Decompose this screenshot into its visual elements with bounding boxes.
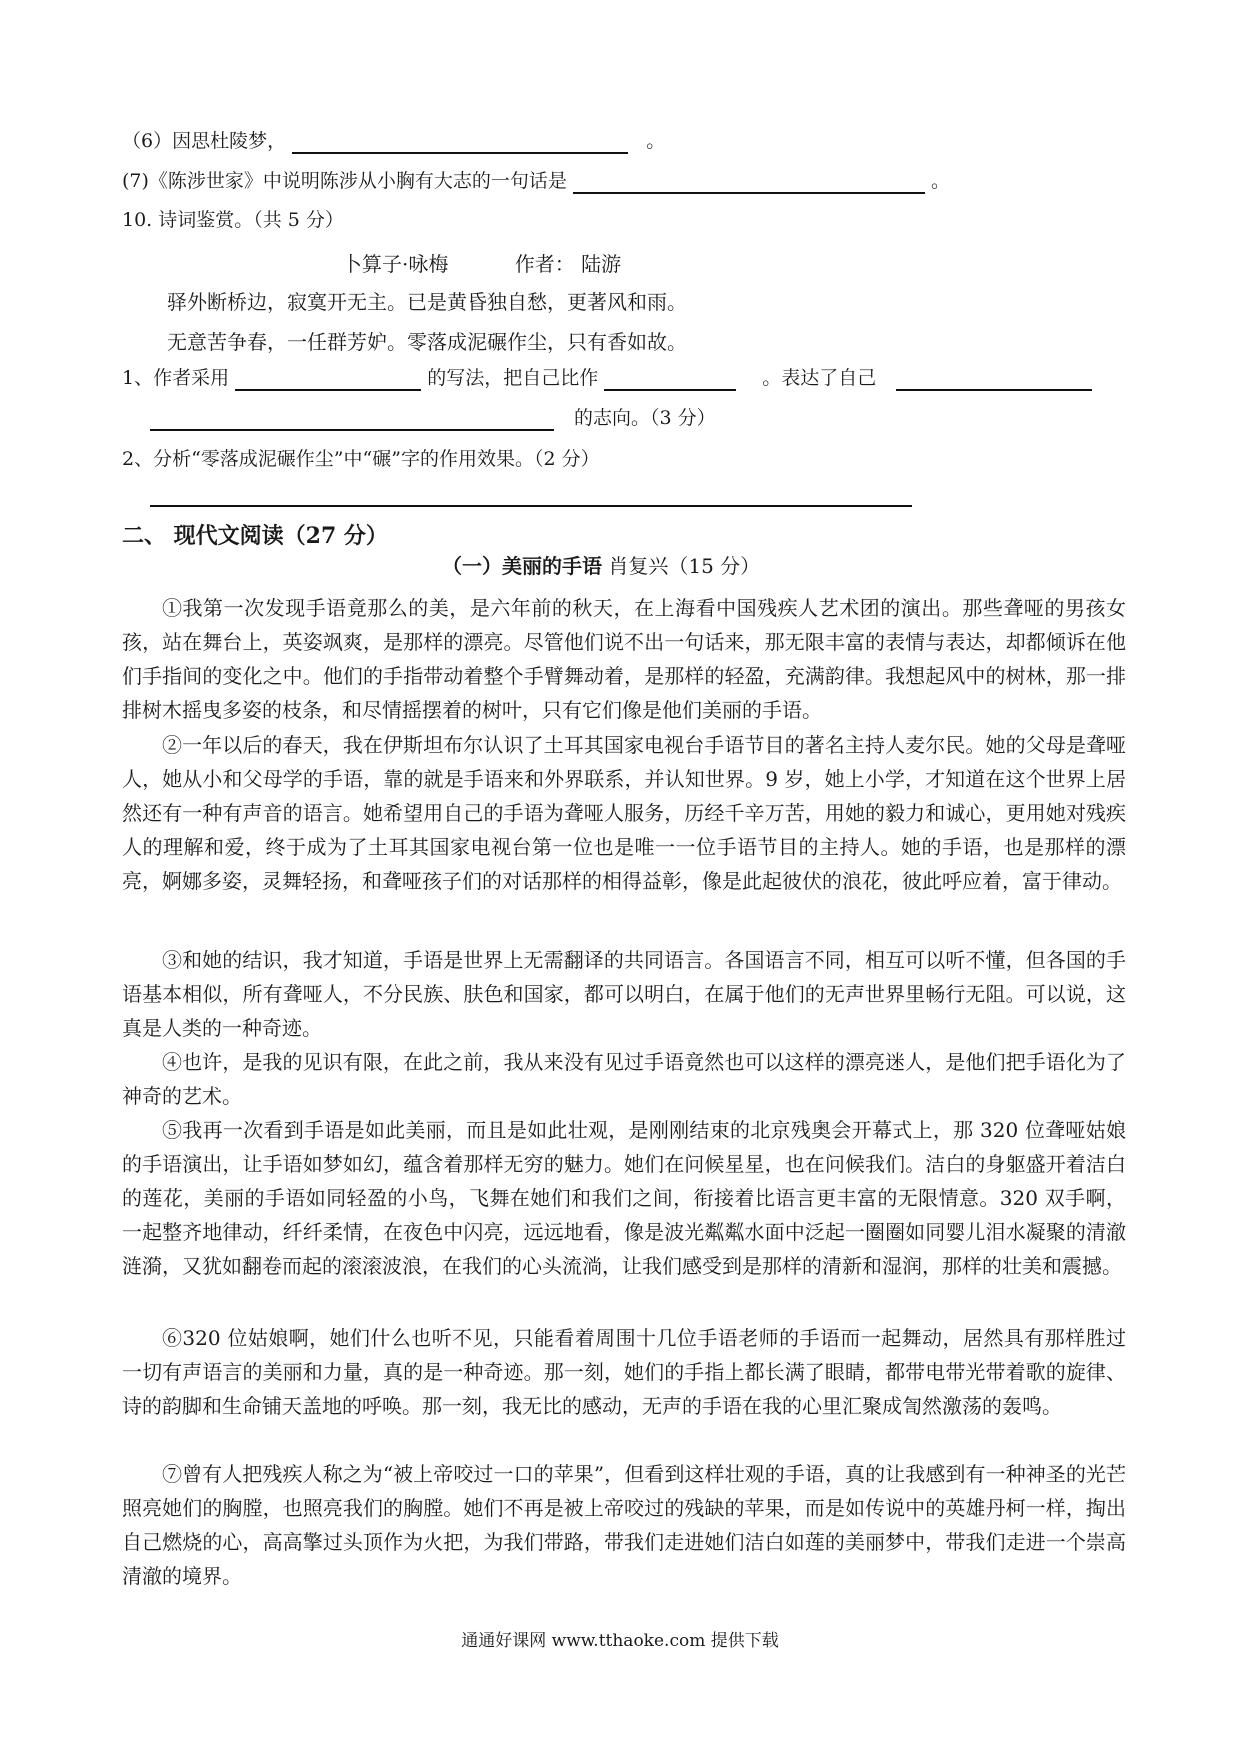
answer-blank-technique[interactable] [235, 369, 421, 391]
paragraph-2: ②一年以后的春天，我在伊斯坦布尔认识了土耳其国家电视台手语节目的著名主持人麦尔民。她的父母是聋哑人，她从小和父母学的手语，靠的就是手语来和外界联系，并认知世界。9 岁，她上小学，才知道在这个世界上居然还有一种有声音的语言。她希望用自己的手语为聋哑人服务，历经千辛万苦，用她的毅力和诚心，更用她对残疾人的理解和爱，终于成为了土耳其国家电视台第一位也是唯一一位手语节目的主持人。她的手语，也是那样的漂亮，婀娜多姿，灵舞轻扬，和聋哑孩子们的对话那样的相得益彰，像是此起彼伏的浪花，彼此呼应着，富于律动。 [122, 733, 1126, 893]
footer-credit: 通通好课网 www.tthaoke.com 提供下载 [461, 1631, 779, 1651]
question-6-suffix: 。 [646, 130, 666, 152]
q10-sub1 [122, 365, 1092, 391]
paragraph-5: ⑤我再一次看到手语是如此美丽，而且是如此壮观，是刚刚结束的北京残奥会开幕式上，那 320 位聋哑姑娘的手语演出，让手语如梦如幻，蕴含着那样无穷的魅力。她们在问候星星，也在问候我们。洁白的身躯盛开着洁白的莲花，美丽的手语如同轻盈的小鸟，飞舞在她们和我们之间，衔接着比语言更丰富的无限情意。320 双手啊，一起整齐地律动，纤纤柔情，在夜色中闪亮，远远地看，像是波光粼粼水面中泛起一圈圈如同婴儿泪水凝聚的清澈涟漪，又犹如翻卷而起的滚滚波浪，在我们的心头流淌，让我们感受到是那样的清新和湿润，那样的壮美和震撼。 [122, 1118, 1126, 1278]
poem-line-1: 驿外断桥边，寂寞开无主。已是黄昏独自愁，更著风和雨。 [167, 290, 687, 314]
poem-line-2: 无意苦争春，一任群芳妒。零落成泥碾作尘，只有香如故。 [167, 330, 687, 354]
answer-blank-compare[interactable] [604, 369, 736, 391]
q10-sub1-text-d: 的志向。（3 分） [574, 407, 716, 429]
question-6 [122, 128, 665, 154]
article-title: （一）美丽的手语 [442, 554, 602, 578]
section-title: 二、 现代文阅读（27 分） [122, 523, 388, 549]
paragraph-4: ④也许，是我的见识有限，在此之前，我从来没有见过手语竟然也可以这样的漂亮迷人，是他们把手语化为了神奇的艺术。 [122, 1050, 1126, 1108]
q10-sub1-text-c: 。表达了自己 [762, 367, 877, 389]
q10-sub1-cont [150, 405, 716, 431]
q10-sub2: 2、分析“零落成泥碾作尘”中“碾”字的作用效果。（2 分） [122, 448, 600, 470]
article-meta: 肖复兴（15 分） [602, 554, 761, 578]
paragraph-3: ③和她的结识，我才知道，手语是世界上无需翻译的共同语言。各国语言不同，相互可以听不懂，但各国的手语基本相似，所有聋哑人，不分民族、肤色和国家，都可以明白，在属于他们的无声世界里畅行无阻。可以说，这真是人类的一种奇迹。 [122, 948, 1126, 1040]
poem-title-row [342, 248, 621, 277]
paragraph-7: ⑦曾有人把残疾人称之为“被上帝咬过一口的苹果”，但看到这样壮观的手语，真的让我感到有一种神圣的光芒照亮她们的胸膛，也照亮我们的胸膛。她们不再是被上帝咬过的残缺的苹果，而是如传说中的英雄丹柯一样，掏出自己燃烧的心，高高擎过头顶作为火把，为我们带路，带我们走进她们洁白如莲的美丽梦中，带我们走进一个崇高清澈的境界。 [122, 1462, 1126, 1588]
answer-blank-7[interactable] [573, 172, 925, 194]
answer-blank-6[interactable] [292, 132, 628, 154]
poem-title: 卜算子·咏梅 [342, 252, 449, 276]
answer-blank-aspiration[interactable] [150, 409, 554, 431]
question-7 [122, 168, 950, 194]
answer-blank-express[interactable] [896, 369, 1092, 391]
paragraph-6: ⑥320 位姑娘啊，她们什么也听不见，只能看着周围十几位手语老师的手语而一起舞动，居然具有那样胜过一切有声语言的美丽和力量，真的是一种奇迹。那一刻，她们的手指上都长满了眼睛，都带电带光带着歌的旋律、诗的韵脚和生命铺天盖地的呼唤。那一刻，我无比的感动，无声的手语在我的心里汇聚成訇然激荡的轰鸣。 [122, 1326, 1126, 1418]
question-6-text: （6）因思杜陵梦， [122, 130, 287, 152]
question-7-text: (7)《陈涉世家》中说明陈涉从小胸有大志的一句话是 [122, 170, 567, 192]
question-7-suffix: 。 [931, 170, 951, 192]
q10-sub1-text-b: 的写法，把自己比作 [427, 367, 599, 389]
question-10-heading: 10. 诗词鉴赏。（共 5 分） [122, 209, 344, 231]
poem-author: 作者： 陆游 [514, 252, 622, 276]
answer-blank-sub2[interactable] [150, 505, 912, 507]
paragraph-1: ①我第一次发现手语竟那么的美，是六年前的秋天，在上海看中国残疾人艺术团的演出。那些聋哑的男孩女孩，站在舞台上，英姿飒爽，是那样的漂亮。尽管他们说不出一句话来，那无限丰富的表情与表达，却都倾诉在他们手指间的变化之中。他们的手指带动着整个手臂舞动着，是那样的轻盈，充满韵律。我想起风中的树林，那一排排树木摇曳多姿的枝条，和尽情摇摆着的树叶，只有它们像是他们美丽的手语。 [122, 596, 1126, 722]
q10-sub1-text-a: 1、作者采用 [122, 367, 230, 389]
article-title-row [442, 550, 760, 579]
